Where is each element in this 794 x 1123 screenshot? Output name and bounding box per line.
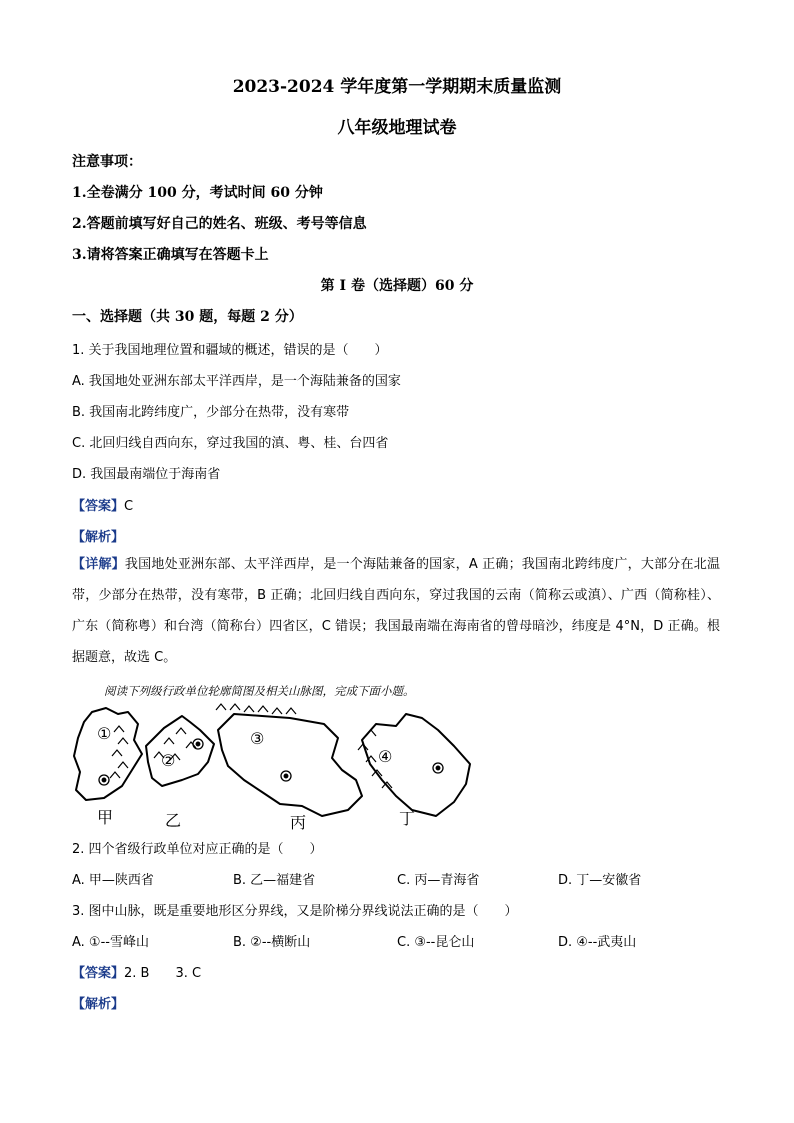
question-1-stem: 1. 关于我国地理位置和疆域的概述，错误的是（ ） [72,343,388,358]
map-label-yi: 乙 [165,811,182,830]
analysis-tag: 【解析】 [72,530,125,545]
map-number-3: ③ [250,729,265,748]
notice-heading: 注意事项： [72,154,142,170]
notice-item: 1.全卷满分 100 分，考试时间 60 分钟 [72,185,323,201]
question-3-stem: 3. 图中山脉，既是重要地形区分界线，又是阶梯分界线说法正确的是（ ） [72,904,518,919]
answer-line [72,495,133,514]
analysis-tag: 【解析】 [72,997,125,1012]
detail-tag: 【详解】 [72,557,125,572]
detail-paragraph [72,549,720,673]
question-2-option-d: D. 丁—安徽省 [558,873,642,888]
province-outline-map [66,700,486,832]
question-2-option-a: A. 甲—陕西省 [72,873,154,888]
mountain-symbol [216,704,296,714]
map-label-ding: 丁 [399,809,416,828]
question-1-option-a: A. 我国地处亚洲东部太平洋西岸，是一个海陆兼备的国家 [72,374,401,389]
province-outline-bing [218,714,362,816]
answer-line-2 [72,962,201,981]
question-1-option-c: C. 北回归线自西向东，穿过我国的滇、粤、桂、台四省 [72,436,389,451]
map-label-jia: 甲 [97,808,114,827]
exam-title: 2023-2024 学年度第一学期期末质量监测 [232,77,562,97]
map-number-4: ④ [378,747,393,766]
question-2-option-c: C. 丙—青海省 [397,873,480,888]
map-label-bing: 丙 [290,813,307,832]
exam-subtitle: 八年级地理试卷 [337,118,457,138]
map-number-1: ① [97,724,112,743]
part-heading: 一、选择题（共 30 题，每题 2 分） [72,309,303,325]
answer-tag: 【答案】 [72,499,125,514]
analysis-line [72,526,124,545]
answer-tag: 【答案】 [72,966,125,981]
question-1-option-b: B. 我国南北跨纬度广，少部分在热带，没有寒带 [72,405,350,420]
notice-item: 3.请将答案正确填写在答题卡上 [72,247,269,263]
question-3-option-a: A. ①--雪峰山 [72,935,149,950]
notice-item: 2.答题前填写好自己的姓名、班级、考号等信息 [72,216,367,232]
answer-value: C [124,499,134,514]
question-3-option-b: B. ②--横断山 [233,935,311,950]
volume-heading: 第 I 卷（选择题）60 分 [320,278,474,294]
analysis-line-2 [72,993,124,1012]
question-1-option-d: D. 我国最南端位于海南省 [72,467,221,482]
detail-text: 我国地处亚洲东部、太平洋西岸，是一个海陆兼备的国家，A 正确；我国南北跨纬度广，大部分在北温带，少部分在热带，没有寒带，B 正确；北回归线自西向东，穿过我国的云南（简称云或滇）、广西（简称桂）、广东（简称粤）和台湾（简称台）四省区，C 错误；我国最南端在海南省的曾母暗沙，纬度是 4°N，D 正确。根据题意，故选 C。 [72,557,720,665]
question-2-stem: 2. 四个省级行政单位对应正确的是（ ） [72,842,323,857]
question-3-option-d: D. ④--武夷山 [558,935,637,950]
material-note: 阅读下列级行政单位轮廓简图及相关山脉图，完成下面小题。 [104,684,415,698]
question-3-option-c: C. ③--昆仑山 [397,935,475,950]
mountain-symbol [110,726,128,778]
province-outline-jia [74,708,142,800]
question-2-option-b: B. 乙—福建省 [233,873,316,888]
province-outline-yi [146,716,214,786]
map-number-2: ② [161,751,176,770]
answer-value: 2. B 3. C [124,966,202,981]
